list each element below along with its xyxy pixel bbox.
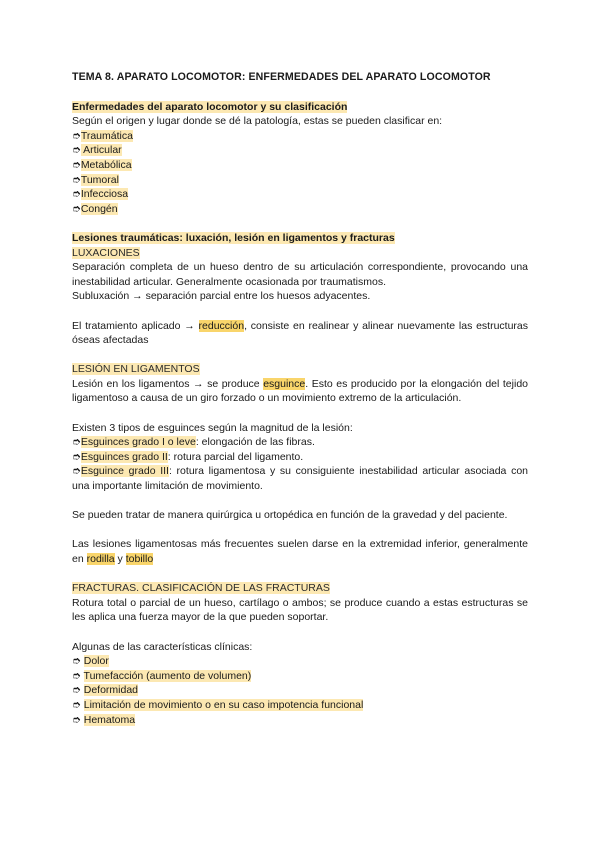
list-item: [72, 435, 528, 450]
arrow-bullet-icon: ➮: [72, 144, 81, 157]
highlight-term: rodilla: [86, 553, 115, 565]
arrow-bullet-icon: ➮: [72, 669, 81, 682]
list-item: [72, 669, 528, 684]
text-run: . Esto es producido por la elongación del tejido ligamentoso a causa de un giro forzado o un movimiento extremo de la articulación.: [72, 377, 528, 405]
highlight-term: tobillo: [125, 553, 154, 565]
text-run: Lesión en los ligamentos: [72, 377, 190, 390]
arrow-icon: →: [184, 319, 195, 332]
list-item: [72, 698, 528, 713]
section-traumatic-lesions: [72, 231, 528, 348]
list-item-text: Dolor: [83, 655, 109, 668]
paragraph: Se pueden tratar de manera quirúrgica u ortopédica en función de la gravedad y del paciente.: [72, 509, 508, 522]
section-fractures: [72, 581, 528, 727]
list-item-text: Tumoral: [80, 173, 119, 186]
list-item: [72, 713, 528, 728]
list-item-text: Infecciosa: [80, 188, 129, 201]
spacer: [72, 523, 528, 538]
list-item-text: : elongación de las fibras.: [195, 436, 315, 449]
paragraph: Rotura total o parcial de un hueso, cartílago o ambos; se produce cuando a estas estructuras se les aplica una fuerza mayor de la que pueden soportar.: [72, 596, 528, 624]
arrow-bullet-icon: ➮: [72, 173, 81, 186]
paragraph: [72, 289, 528, 304]
text-run: y: [117, 553, 123, 565]
paragraph: Separación completa de un hueso dentro de su articulación correspondiente, provocando una inestabilidad articular. Generalmente ocasionada por traumatismos.: [72, 261, 528, 288]
list-item-text: Tumefacción (aumento de volumen): [83, 669, 252, 682]
arrow-icon: →: [132, 290, 143, 303]
list-item: [72, 187, 528, 202]
subsection-heading: LESIÓN EN LIGAMENTOS: [72, 363, 200, 376]
paragraph: Existen 3 tipos de esguinces según la magnitud de la lesión:: [72, 421, 353, 434]
section-classification: [72, 100, 528, 217]
list-item-text: Articular: [80, 144, 122, 157]
text-run: Las lesiones ligamentosas más frecuentes suelen darse en la extremidad inferior, generalmente en: [72, 538, 528, 565]
spacer: [72, 625, 528, 640]
list-item-text: Deformidad: [83, 684, 139, 697]
list-item-text: Traumática: [80, 129, 133, 142]
spacer: [72, 567, 528, 582]
paragraph: [72, 377, 528, 406]
list-item: [72, 654, 528, 669]
list-item-text: Congén: [80, 202, 118, 215]
list-item-term: Esguinces grado I o leve: [80, 436, 196, 449]
spacer: [72, 216, 528, 231]
arrow-bullet-icon: ➮: [72, 202, 81, 215]
arrow-bullet-icon: ➮: [72, 129, 81, 142]
list-item: [72, 683, 528, 698]
list-item-term: Esguinces grado II: [80, 450, 168, 463]
list-item-text: Limitación de movimiento o en su caso impotencia funcional: [83, 698, 364, 711]
spacer: [72, 348, 528, 363]
term: Subluxación: [72, 290, 130, 303]
arrow-icon: →: [193, 377, 204, 390]
spacer: [72, 406, 528, 421]
list-item: [72, 464, 528, 493]
arrow-bullet-icon: ➮: [72, 655, 81, 668]
arrow-bullet-icon: ➮: [72, 158, 81, 171]
arrow-bullet-icon: ➮: [72, 713, 81, 726]
section-ligaments: [72, 362, 528, 566]
list-item-term: Esguince grado III: [80, 465, 169, 478]
list-item: [72, 143, 528, 158]
text-run: El tratamiento aplicado: [72, 319, 181, 332]
spacer: [72, 494, 528, 509]
highlight-term: reducción: [198, 319, 245, 332]
definition: separación parcial entre los huesos adyacentes.: [145, 290, 371, 303]
section-heading: Enfermedades del aparato locomotor y su clasificación: [72, 100, 348, 113]
highlight-term: esguince: [263, 377, 306, 390]
document-page: [72, 70, 528, 727]
spacer: [72, 304, 528, 319]
list-item: [72, 173, 528, 188]
arrow-bullet-icon: ➮: [72, 684, 81, 697]
arrow-bullet-icon: ➮: [72, 436, 81, 449]
text-run: se produce: [207, 377, 260, 390]
arrow-bullet-icon: ➮: [72, 465, 81, 478]
list-item: [72, 450, 528, 465]
list-item-text: : rotura ligamentosa y su consiguiente inestabilidad articular asociada con una importante limitación de movimiento.: [72, 465, 528, 493]
paragraph: Algunas de las características clínicas:: [72, 640, 253, 653]
list-item: [72, 158, 528, 173]
arrow-bullet-icon: ➮: [72, 450, 81, 463]
subsection-heading: LUXACIONES: [72, 246, 140, 259]
list-item: [72, 129, 528, 144]
arrow-bullet-icon: ➮: [72, 698, 81, 711]
text-run: , consiste en realinear y alinear nuevamente las estructuras óseas afectadas: [72, 319, 529, 347]
list-item: [72, 202, 528, 217]
list-item-text: Hematoma: [83, 713, 136, 726]
document-title: TEMA 8. APARATO LOCOMOTOR: ENFERMEDADES DEL APARATO LOCOMOTOR: [72, 71, 491, 83]
section-heading: Lesiones traumáticas: luxación, lesión en ligamentos y fracturas: [72, 231, 395, 244]
list-item-text: : rotura parcial del ligamento.: [167, 450, 304, 463]
paragraph: [72, 537, 528, 566]
paragraph: [72, 319, 528, 348]
arrow-bullet-icon: ➮: [72, 188, 81, 201]
paragraph: Según el origen y lugar donde se dé la patología, estas se pueden clasificar en:: [72, 115, 443, 128]
list-item-text: Metabólica: [80, 158, 132, 171]
subsection-heading: FRACTURAS. CLASIFICACIÓN DE LAS FRACTURAS: [72, 582, 330, 595]
